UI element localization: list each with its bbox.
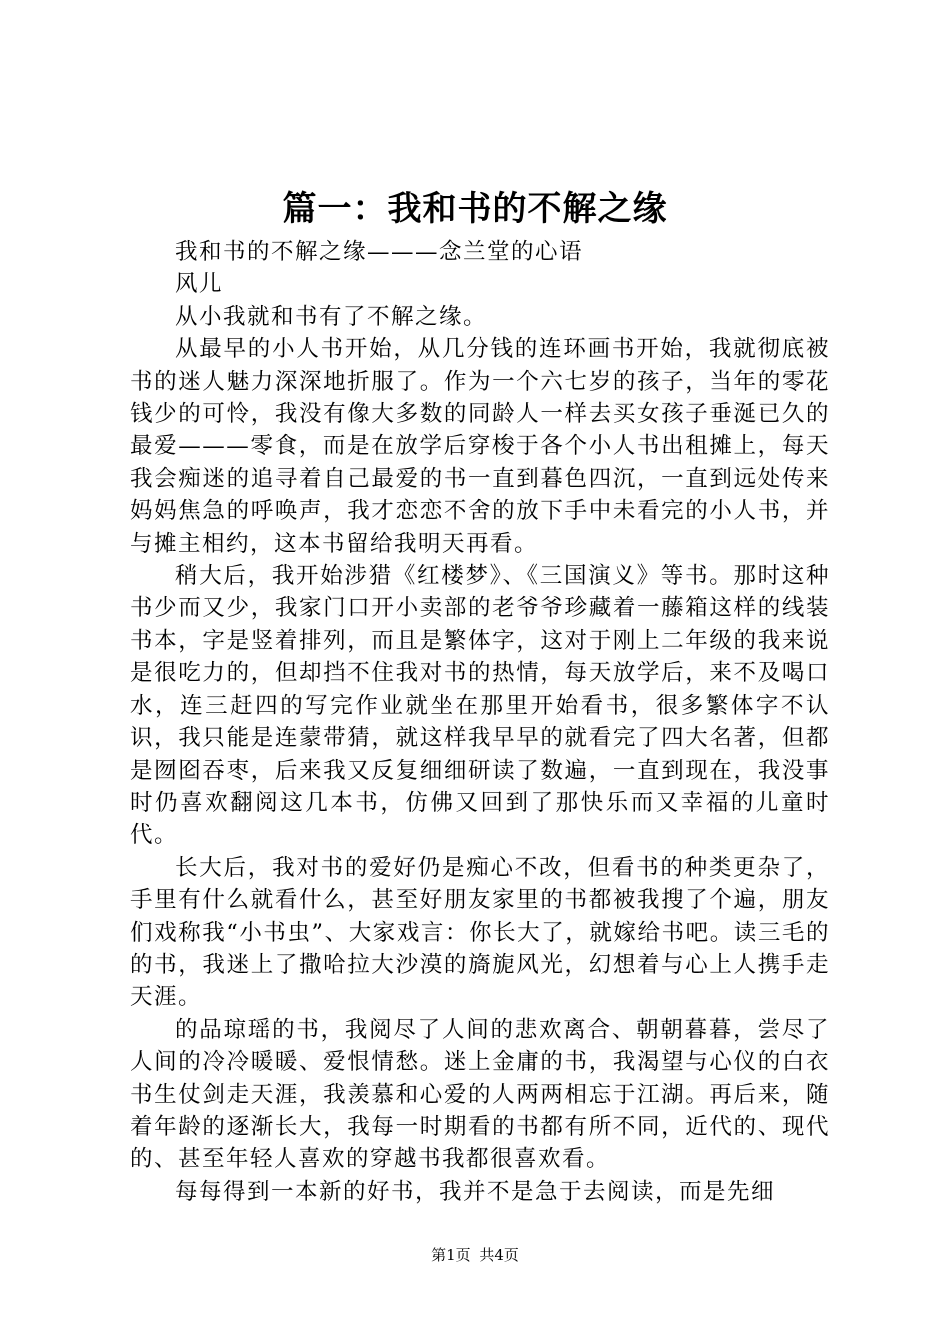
body-paragraph: 稍大后，我开始涉猎《红楼梦》、《三国演义》等书。那时这种书少而又少，我家门口开小卖部的老爷爷珍藏着一藤箱这样的线装书本，字是竖着排列，而且是繁体字，这对于刚上二年级的我来说是很吃力的，但却挡不住我对书的热情，每天放学后，来不及喝口水，连三赶四的写完作业就坐在那里开始看书，很多繁体字不认识，我只能是连蒙带猜，就这样我早早的就看完了四大名著，但都是囫囵吞枣，后来我又反复细细研读了数遍，一直到现在，我没事时仍喜欢翻阅这几本书，仿佛又回到了那快乐而又幸福的儿童时代。 bbox=[130, 563, 830, 849]
author-paragraph: 风儿 bbox=[175, 271, 224, 298]
page-footer bbox=[0, 1244, 950, 1265]
body-paragraph: 每每得到一本新的好书，我并不是急于去阅读，而是先细 bbox=[175, 1178, 776, 1205]
document-body bbox=[130, 236, 830, 1208]
page-number: 第1页 bbox=[431, 1246, 471, 1264]
page-total: 共4页 bbox=[479, 1246, 519, 1264]
body-paragraph: 的品琼瑶的书，我阅尽了人间的悲欢离合、朝朝暮暮，尝尽了人间的冷冷暖暖、爱恨情愁。迷上金庸的书，我渴望与心仪的白衣书生仗剑走天涯，我羡慕和心爱的人两两相忘于江湖。再后来，随着年龄的逐渐长大，我每一时期看的书都有所不同，近代的、现代的、甚至年轻人喜欢的穿越书我都很喜欢看。 bbox=[130, 1016, 830, 1173]
document-title: 篇一：我和书的不解之缘 bbox=[282, 189, 668, 229]
subtitle-paragraph: 我和书的不解之缘———念兰堂的心语 bbox=[175, 239, 584, 265]
body-paragraph: 从最早的小人书开始，从几分钱的连环画书开始，我就彻底被书的迷人魅力深深地折服了。作为一个六七岁的孩子，当年的零花钱少的可怜，我没有像大多数的同龄人一样去买女孩子垂涎已久的最爱———零食，而是在放学后穿梭于各个小人书出租摊上，每天我会痴迷的追寻着自己最爱的书一直到暮色四沉，一直到远处传来妈妈焦急的呼唤声，我才恋恋不舍的放下手中未看完的小人书，并与摊主相约，这本书留给我明天再看。 bbox=[130, 336, 830, 557]
body-paragraph: 从小我就和书有了不解之缘。 bbox=[175, 303, 488, 330]
body-paragraph: 长大后，我对书的爱好仍是痴心不改，但看书的种类更杂了，手里有什么就看什么，甚至好朋友家里的书都被我搜了个遍，朋友们戏称我“小书虫”、大家戏言：你长大了，就嫁给书吧。读三毛的的书，我迷上了撒哈拉大沙漠的旖旎风光，幻想着与心上人携手走天涯。 bbox=[130, 854, 830, 1011]
